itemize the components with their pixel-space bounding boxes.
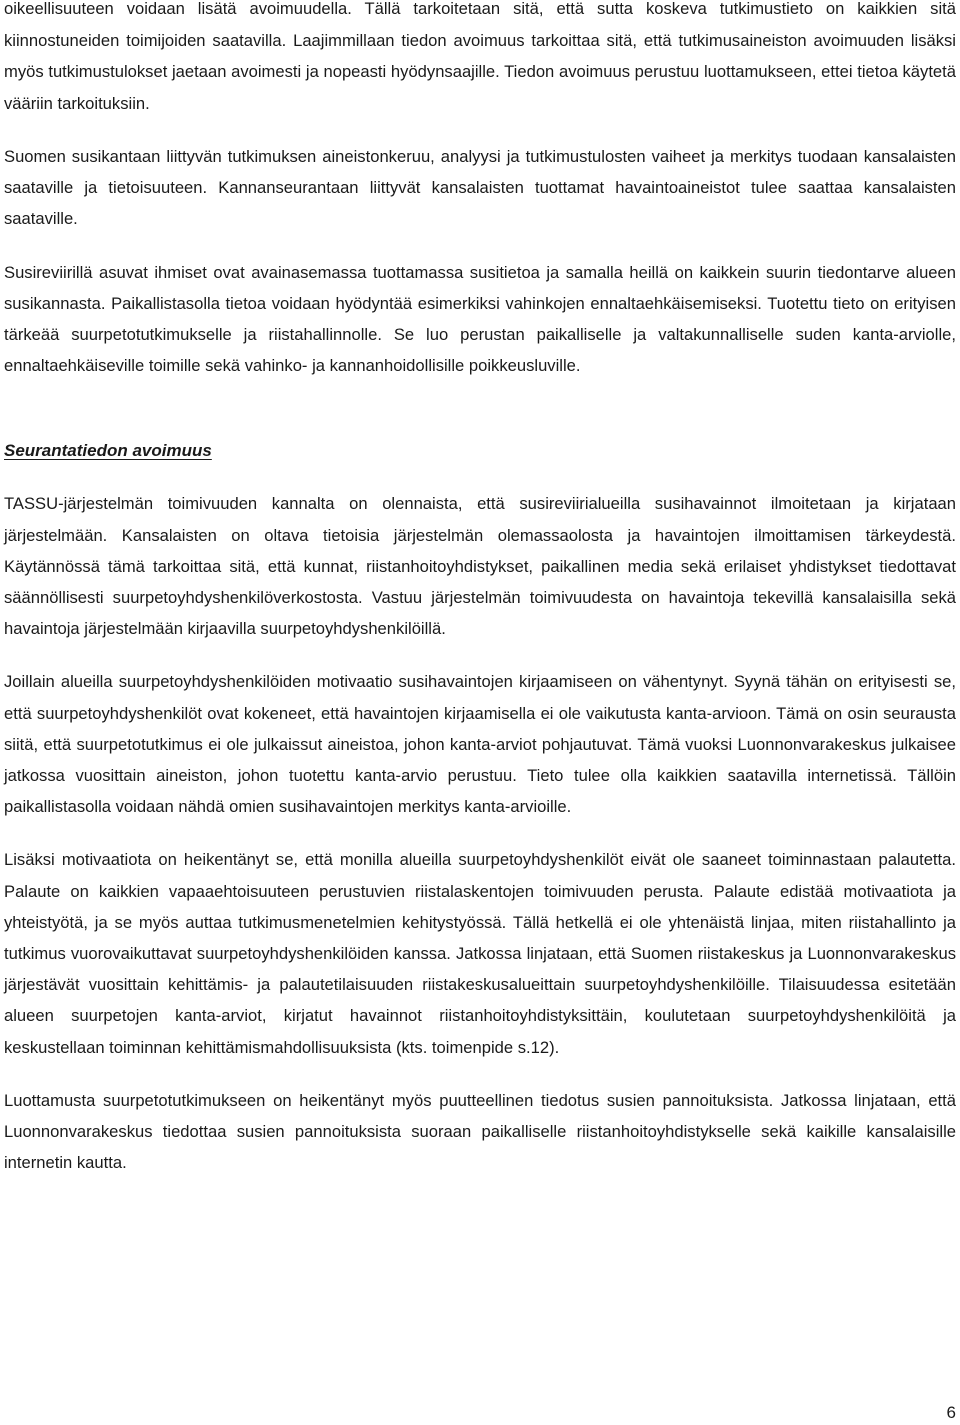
paragraph-tassu-system: TASSU-järjestelmän toimivuuden kannalta on olennaista, että susireviirialueilla susihavainnot ilmoitetaan ja kirjataan järjestelmään. Kansalaisten on oltava tietoisia järjestelmän olemassaolosta ja havaintojen ilmoittamisen tärkeydestä. Käytännössä tämä tarkoittaa sitä, että kunnat, riistanhoitoyhdistykset, paikallinen media sekä erilaiset yhdistykset tiedottavat säännöllisesti suurpetoyhdyshenkilöverkostosta. Vastuu järjestelmän toimivuudesta on havaintoja tekevillä kansalaisilla sekä havaintoja järjestelmään kirjaavilla suurpetoyhdyshenkilöillä. bbox=[4, 494, 956, 639]
paragraph-spacer bbox=[4, 119, 956, 141]
paragraph-spacer bbox=[4, 644, 956, 666]
section-heading: Seurantatiedon avoimuus bbox=[4, 441, 212, 461]
paragraph-motivation: Joillain alueilla suurpetoyhdyshenkilöiden motivaatio susihavaintojen kirjaamiseen on vähentynyt. Syynä tähän on erityisesti se, että suurpetoyhdyshenkilöt ovat kokeneet, että havaintojen kirjaamisella ei ole vaikutusta kanta-arvioon. Tämä on osin seurausta siitä, että suurpetotutkimus ei ole julkaissut aineistoa, johon kanta-arviot pohjautuvat. Tämä vuoksi Luonnonvarakeskus julkaisee jatkossa vuosittain aineiston, johon tuotettu kanta-arvio perustuu. Tieto tulee olla kaikkien saatavilla internetissä. Tällöin paikallistasolla voidaan nähdä omien susihavaintojen merkitys kanta-arvioille. bbox=[4, 672, 956, 817]
paragraph-citizen-access: Suomen susikantaan liittyvän tutkimuksen aineistonkeruu, analyysi ja tutkimustulosten vaiheet ja merkitys tuodaan kansalaisten saataville ja tietoisuuteen. Kannanseurantaan liittyvät kansalaisten tuottamat havaintoaineistot tulee saattaa kansalaisten saataville. bbox=[4, 147, 956, 229]
section-spacer bbox=[4, 381, 956, 435]
paragraph-open-research: oikeellisuuteen voidaan lisätä avoimuudella. Tällä tarkoitetaan sitä, että sutta koskeva tutkimustieto on kaikkien sitä kiinnostuneiden toimijoiden saatavilla. Laajimmillaan tiedon avoimuus tarkoittaa sitä, että tutkimusaineiston avoimuuden lisäksi myös tutkimustulokset jaetaan avoimesti ja nopeasti hyödynsaajille. Tiedon avoimuus perustuu luottamukseen, ettei tietoa käytetä vääriin tarkoituksiin. bbox=[4, 0, 956, 113]
paragraph-collaring: Luottamusta suurpetotutkimukseen on heikentänyt myös puutteellinen tiedotus susien pannoituksista. Jatkossa linjataan, että Luonnonvarakeskus tiedottaa susien pannoituksista suoraan paikalliselle riistanhoitoyhdistykselle sekä kaikille kansalaisille internetin kautta. bbox=[4, 1090, 956, 1173]
document-page bbox=[4, 0, 956, 1178]
paragraph-spacer bbox=[4, 822, 956, 844]
paragraph-feedback: Lisäksi motivaatiota on heikentänyt se, että monilla alueilla suurpetoyhdyshenkilöt eivät ole saaneet toiminnastaan palautetta. Palaute on kaikkien vapaaehtoisuuteen perustuvien riistalaskentojen toimivuuden perusta. Palaute edistää motivaatiota ja yhteistyötä, ja se myös auttaa tutkimusmenetelmien kehitystyössä. Tällä hetkellä ei ole yhtenäistä linjaa, miten riistahallinto ja tutkimus vuorovaikuttavat suurpetoyhdyshenkilöiden kanssa. Jatkossa linjataan, että Suomen riistakeskus ja Luonnonvarakeskus järjestävät vuosittain kehittämis- ja palautetilaisuuden riistakeskusalueittain suurpetoyhdyshenkilöille. Tilaisuudessa esitetään alueen suurpetojen kanta-arviot, kirjatut havainnot riistanhoitoyhdistyksittäin, koulutetaan suurpetoyhdyshenkilöitä ja keskustellaan toiminnan kehittämismahdollisuuksista (kts. toimenpide s.12). bbox=[4, 850, 956, 1057]
paragraph-spacer bbox=[4, 466, 956, 488]
page-number: 6 bbox=[946, 1403, 956, 1422]
paragraph-spacer bbox=[4, 1063, 956, 1085]
paragraph-local-knowledge: Susireviirillä asuvat ihmiset ovat avainasemassa tuottamassa susitietoa ja samalla heillä on kaikkein suurin tiedontarve alueen susikannasta. Paikallistasolla tietoa voidaan hyödyntää esimerkiksi vahinkojen ennaltaehkäisemiseksi. Tuotettu tieto on erityisen tärkeää suurpetotutkimukselle ja riistahallinnolle. Se luo perustan paikalliselle ja valtakunnalliselle suden kanta-arviolle, ennaltaehkäiseville toimille sekä vahinko- ja kannanhoidollisille poikkeusluville. bbox=[4, 262, 956, 376]
paragraph-spacer bbox=[4, 235, 956, 257]
